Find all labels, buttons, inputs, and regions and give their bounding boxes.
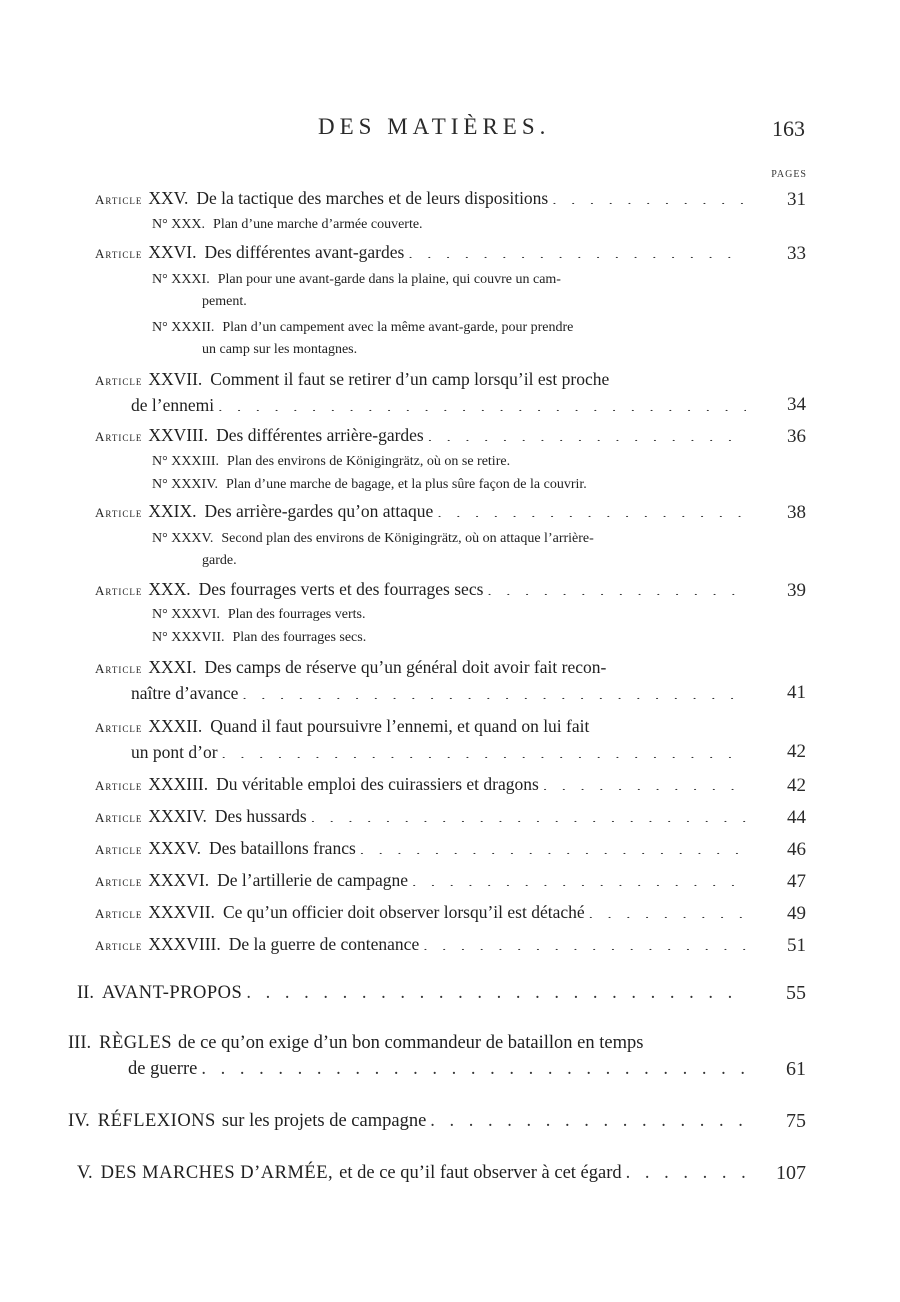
section-subtitle: et de ce qu’il faut observer à cet égard: [339, 1163, 622, 1183]
section-numeral: IV.: [68, 1111, 90, 1131]
article-number: XXIX.: [148, 501, 197, 521]
article-number: XXXVI.: [148, 870, 210, 890]
toc-article-entry: [0, 836, 900, 862]
article-label: Article: [95, 583, 143, 598]
page-ref: 42: [787, 741, 806, 762]
article-label: Article: [95, 192, 143, 207]
toc-article-entry: [0, 240, 900, 266]
article-number: XXVII.: [148, 369, 203, 389]
plate-number: N° XXXV.: [152, 531, 214, 546]
plate-description-continued: un camp sur les montagnes.: [202, 342, 358, 357]
dot-leader: [218, 394, 746, 412]
section-numeral: II.: [77, 983, 94, 1003]
article-label: Article: [95, 505, 143, 520]
page-ref: 75: [786, 1110, 806, 1132]
toc-plate-entry: [0, 269, 900, 313]
article-number: XXXV.: [148, 838, 202, 858]
article-title: Des arrière-gardes qu’on attaque: [204, 501, 434, 521]
section-subtitle-continued: de guerre: [128, 1059, 198, 1079]
toc-article-entry: [0, 655, 900, 705]
article-title: Des fourrages verts et des fourrages secs: [198, 579, 484, 599]
toc-plate-entry: [0, 627, 900, 649]
dot-leader: [360, 837, 746, 855]
dot-leader: [428, 424, 746, 442]
toc-section-entry: [0, 980, 900, 1006]
article-label: Article: [95, 246, 143, 261]
dot-leader: [437, 500, 746, 518]
page-ref: 41: [787, 682, 806, 703]
toc-plate-entry: [0, 528, 900, 572]
article-label: Article: [95, 906, 143, 921]
article-title: Comment il faut se retirer d’un camp lorsqu’il est proche: [210, 369, 610, 389]
page-ref: 55: [786, 982, 806, 1004]
plate-number: N° XXXI.: [152, 272, 210, 287]
page-ref: 31: [787, 189, 806, 210]
toc-plate-entry: [0, 214, 900, 236]
dot-leader: [246, 980, 746, 999]
dot-leader: [201, 1056, 746, 1075]
article-label: Article: [95, 373, 143, 388]
plate-description: Plan d’une marche de bagage, et la plus sûre façon de la couvrir.: [226, 477, 587, 492]
plate-description: Plan des environs de Königingrätz, où on se retire.: [227, 454, 511, 469]
article-label: Article: [95, 810, 143, 825]
page-ref: 61: [786, 1058, 806, 1080]
page-ref: 42: [787, 775, 806, 796]
plate-number: N° XXXVI.: [152, 607, 220, 622]
page-ref: 44: [787, 807, 806, 828]
dot-leader: [589, 901, 746, 919]
page-ref: 46: [787, 839, 806, 860]
page-ref: 51: [787, 935, 806, 956]
page-number: 163: [772, 116, 805, 141]
toc-article-entry: [0, 367, 900, 417]
article-title: Des camps de réserve qu’un général doit avoir fait recon-: [204, 657, 607, 677]
page-ref: 39: [787, 580, 806, 601]
toc-article-entry: [0, 804, 900, 830]
article-number: XXV.: [148, 188, 189, 208]
dot-leader: [552, 187, 746, 205]
table-of-contents: [0, 186, 900, 1186]
section-title: AVANT-PROPOS: [101, 983, 243, 1003]
toc-article-entry: [0, 577, 900, 603]
plate-description: Second plan des environs de Königingrätz, où on attaque l’arrière-: [221, 531, 594, 546]
article-number: XXVI.: [148, 242, 197, 262]
plate-number: N° XXXVII.: [152, 630, 225, 645]
plate-description: Plan d’un campement avec la même avant-garde, pour prendre: [222, 320, 574, 335]
plate-description-continued: garde.: [202, 553, 237, 568]
article-number: XXVIII.: [148, 425, 209, 445]
dot-leader: [242, 682, 746, 700]
page-ref: 33: [787, 243, 806, 264]
dot-leader: [423, 933, 746, 951]
article-title: Des bataillons francs: [209, 838, 356, 858]
dot-leader: [412, 869, 746, 887]
toc-article-entry: [0, 186, 900, 212]
article-number: XXXIV.: [148, 806, 207, 826]
article-label: Article: [95, 661, 143, 676]
page-ref: 34: [787, 394, 806, 415]
running-head: DES MATIÈRES.: [318, 114, 551, 139]
page-ref: 36: [787, 426, 806, 447]
section-subtitle: de ce qu’on exige d’un bon commandeur de bataillon en temps: [178, 1033, 644, 1053]
article-title: Des hussards: [214, 806, 307, 826]
article-title: Du véritable emploi des cuirassiers et dragons: [216, 774, 539, 794]
toc-section-entry: [0, 1160, 900, 1186]
section-title: RÈGLES: [99, 1033, 172, 1053]
article-label: Article: [95, 842, 143, 857]
article-label: Article: [95, 778, 143, 793]
plate-number: N° XXXIII.: [152, 454, 220, 469]
dot-leader: [311, 805, 746, 823]
dot-leader: [430, 1108, 746, 1127]
article-label: Article: [95, 874, 143, 889]
plate-number: N° XXXIV.: [152, 477, 219, 492]
article-title: De l’artillerie de campagne: [217, 870, 409, 890]
page-ref: 49: [787, 903, 806, 924]
dot-leader: [487, 578, 746, 596]
plate-number: N° XXX.: [152, 217, 206, 232]
article-number: XXXI.: [148, 657, 197, 677]
section-numeral: V.: [77, 1163, 93, 1183]
article-title-continued: naître d’avance: [131, 683, 239, 703]
plate-description: Plan pour une avant-garde dans la plaine, qui couvre un cam-: [217, 272, 561, 287]
toc-article-entry: [0, 423, 900, 449]
article-label: Article: [95, 429, 143, 444]
article-number: XXXVIII.: [148, 934, 221, 954]
article-title: Des différentes avant-gardes: [204, 242, 405, 262]
article-title: Des différentes arrière-gardes: [216, 425, 424, 445]
toc-article-entry: [0, 772, 900, 798]
article-title: De la tactique des marches et de leurs dispositions: [196, 188, 549, 208]
toc-plate-entry: [0, 317, 900, 361]
article-title-continued: de l’ennemi: [131, 395, 215, 415]
dot-leader: [626, 1160, 746, 1179]
toc-article-entry: [0, 714, 900, 764]
article-number: XXX.: [148, 579, 191, 599]
dot-leader: [543, 773, 746, 791]
article-title: Quand il faut poursuivre l’ennemi, et quand on lui fait: [210, 716, 590, 736]
toc-article-entry: [0, 499, 900, 525]
plate-description: Plan des fourrages verts.: [227, 607, 366, 622]
section-title: DES MARCHES D’ARMÉE,: [100, 1163, 334, 1183]
article-number: XXXVII.: [148, 902, 215, 922]
article-label: Article: [95, 938, 143, 953]
article-title: De la guerre de contenance: [228, 934, 420, 954]
article-title-continued: un pont d’or: [131, 742, 218, 762]
page-ref: 47: [787, 871, 806, 892]
dot-leader: [222, 741, 746, 759]
plate-description: Plan d’une marche d’armée couverte.: [213, 217, 423, 232]
section-subtitle: sur les projets de campagne: [221, 1111, 427, 1131]
pages-column-label: PAGES: [771, 169, 807, 180]
plate-description-continued: pement.: [202, 294, 247, 309]
dot-leader: [408, 241, 746, 259]
toc-plate-entry: [0, 474, 900, 496]
toc-plate-entry: [0, 451, 900, 473]
toc-article-entry: [0, 932, 900, 958]
toc-plate-entry: [0, 604, 900, 626]
page-ref: 107: [776, 1162, 806, 1184]
toc-section-entry: [0, 1030, 900, 1082]
article-number: XXXII.: [148, 716, 203, 736]
toc-section-entry: [0, 1108, 900, 1134]
toc-article-entry: [0, 900, 900, 926]
section-numeral: III.: [68, 1033, 92, 1053]
plate-description: Plan des fourrages secs.: [232, 630, 367, 645]
page-ref: 38: [787, 502, 806, 523]
plate-number: N° XXXII.: [152, 320, 215, 335]
section-title: RÉFLEXIONS: [97, 1111, 216, 1131]
article-label: Article: [95, 720, 143, 735]
article-title: Ce qu’un officier doit observer lorsqu’il est détaché: [222, 902, 585, 922]
toc-article-entry: [0, 868, 900, 894]
article-number: XXXIII.: [148, 774, 209, 794]
